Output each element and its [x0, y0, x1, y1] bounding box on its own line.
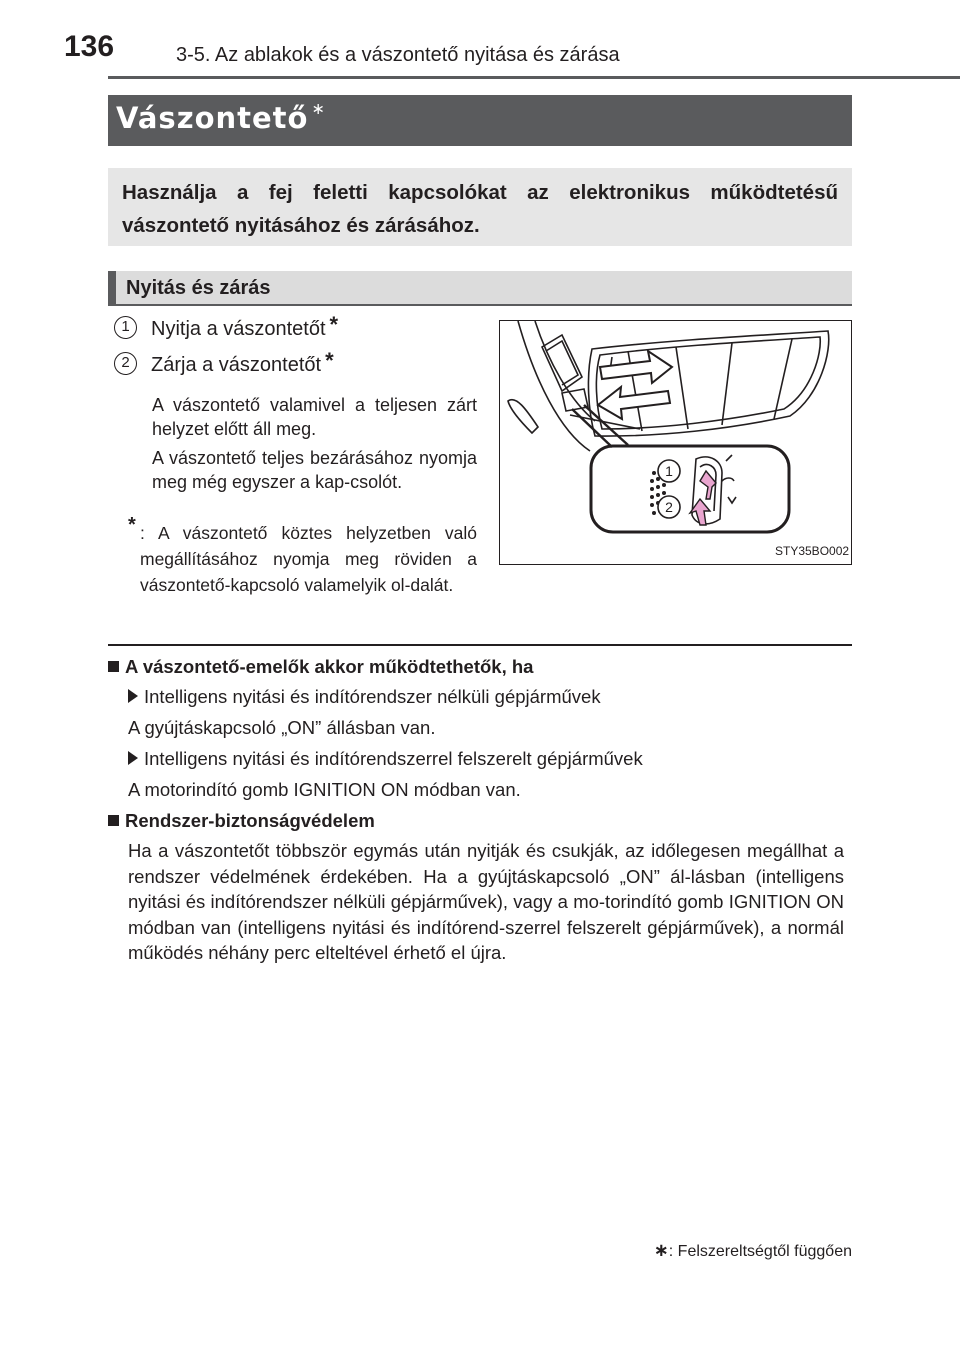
protection-text: Ha a vászontetőt többször egymás után nyitják és csukják, az időlegesen megállhat a rendszer védelmének érdekében. Ha a gyújtáskapcsoló „ON” ál-lásban (intelligens nyitási és indítórendszer nélküli gépjárművek), vagy a mo-torindító gomb IGNITION ON módban van (intelligens nyitási és indítórend-szerrel felszerelt gépjárművek), a normál működés néhány perc elteltével érhető el újra.	[128, 840, 844, 964]
case-2-label	[128, 748, 643, 770]
square-bullet-icon	[108, 815, 119, 826]
item-number-2: 2	[114, 352, 137, 375]
item-2	[151, 348, 334, 380]
case-1-label	[128, 686, 601, 708]
protection-heading-text: Rendszer-biztonságvédelem	[125, 810, 375, 831]
triangle-bullet-icon	[128, 751, 138, 765]
chapter-title: 3-5. Az ablakok és a vászontető nyitása és zárása	[176, 44, 620, 66]
note-partial-close: A vászontető valamivel a teljesen zárt helyzet előtt áll meg.	[152, 395, 477, 439]
item-number-1: 1	[114, 316, 137, 339]
case-2-text: A motorindító gomb IGNITION ON módban van.	[128, 779, 521, 800]
roof-illustration-svg	[500, 321, 851, 564]
figure-callout-1: 1	[665, 463, 673, 479]
triangle-bullet-icon	[128, 689, 138, 703]
item-1	[151, 312, 339, 344]
note-full-close: A vászontető teljes bezárásához nyomja meg még egyszer a kap-csolót.	[152, 448, 477, 492]
asterisk-marker: *	[128, 514, 136, 536]
case-1-label-text: Intelligens nyitási és indítórendszer nélküli gépjárművek	[144, 686, 601, 707]
section-title-text: Vászontető	[116, 101, 309, 135]
operation-heading-text: A vászontető-emelők akkor működtethetők, ha	[125, 656, 534, 677]
square-bullet-icon	[108, 661, 119, 672]
case-1-text: A gyújtáskapcsoló „ON” állásban van.	[128, 717, 436, 738]
page-number: 136	[64, 30, 115, 63]
section-divider	[108, 644, 852, 646]
figure-callout-2: 2	[665, 499, 673, 515]
subsection-accent	[108, 271, 116, 306]
item-1-text: Nyitja a vászontetőt	[151, 318, 326, 340]
case-2-label-text: Intelligens nyitási és indítórendszerrel felszerelt gépjárművek	[144, 748, 643, 769]
figure-label: STY35BO002	[775, 544, 850, 558]
item-2-marker: *	[325, 348, 334, 373]
footnote	[654, 1240, 852, 1261]
asterisk-note: : A vászontető köztes helyzetben való megállításához nyomja meg röviden a vászontető-kapcsoló valamelyik ol-dalát.	[140, 523, 477, 595]
footnote-marker: ∗	[653, 1240, 669, 1260]
subsection-title: Nyitás és zárás	[126, 277, 271, 299]
item-2-text: Zárja a vászontetőt	[151, 354, 322, 376]
item-1-marker: *	[329, 312, 339, 337]
roof-switch-illustration	[499, 320, 852, 565]
protection-heading	[108, 810, 375, 832]
footnote-text: : Felszereltségtől függően	[668, 1243, 852, 1260]
section-title-marker: ∗	[311, 99, 326, 118]
section-title	[116, 101, 326, 135]
intro-text: Használja a fej feletti kapcsolókat az elektronikus működtetésű vászontető nyitásához és zárásához.	[122, 181, 838, 237]
header-rule	[108, 76, 960, 79]
operation-heading	[108, 656, 533, 678]
